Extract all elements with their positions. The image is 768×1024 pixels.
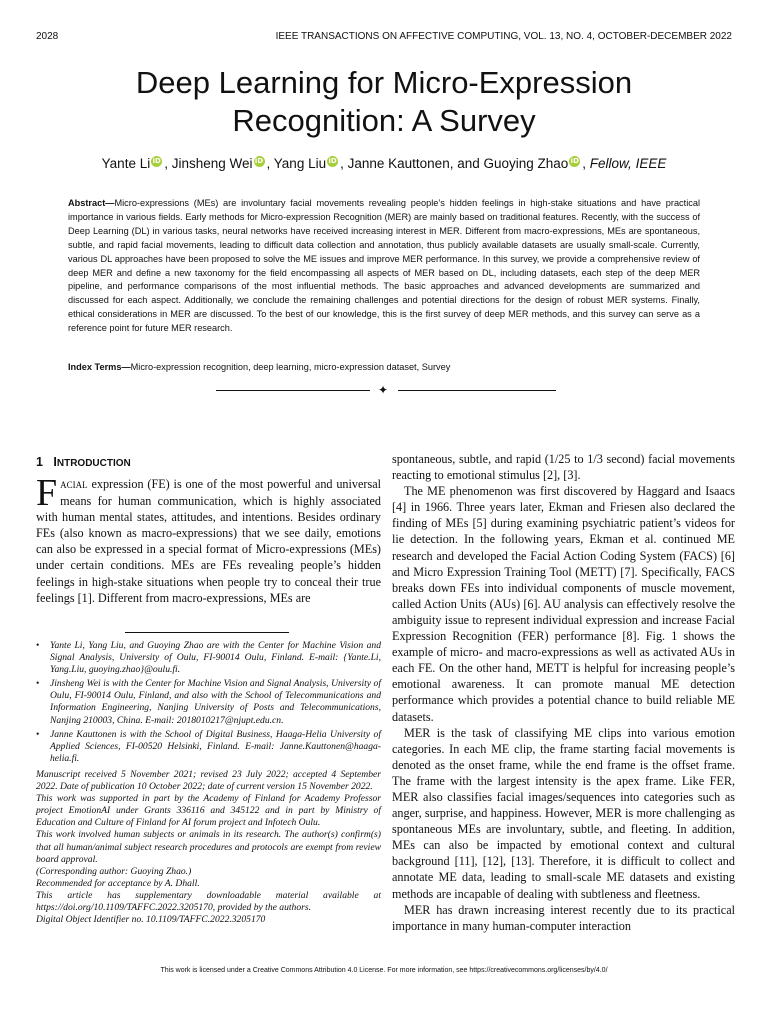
abstract: [68, 197, 700, 336]
intro-smallcaps: ACIAL: [60, 480, 88, 490]
body-paragraph: The ME phenomenon was first discovered by Haggard and Isaacs [4] in 1966. Three years later, Ekman and Friesen also declared the finding of MEs [5] during examining psychiatric patient’s videos for lie detection. In the following years, Ekman et al. continued ME research and developed the Facial Action Coding System (FACS) [6] and Micro Expression Training Tool (METT) [7]. Specifically, FACS breaks down FEs into individual components of muscle movement, called Action Units (AUs) [6]. AU analysis can effectively resolve the ambiguity issue to represent individual expression and increase Facial Expression Recognition (FER) performance [8]. Fig. 1 shows the example of micro- and macro-expressions as well as activated AUs in each FE. On the other hand, METT is helpful for increasing people’s emotional awareness. It can promote manual ME detection performance which provides a potential chance to build reliable ME datasets.: [392, 484, 735, 724]
license-footer: This work is licensed under a Creative Commons Attribution 4.0 License. For more information, see https://creativecommons.org/licenses/by/4.0/: [160, 967, 608, 974]
orcid-icon[interactable]: iD: [570, 157, 579, 165]
index-terms-label: Index Terms—: [68, 362, 131, 372]
ethics-note: This work involved human subjects or animals in its research. The author(s) confirm(s) that all human/animal subject research procedures and protocols are exempt from review board approval.: [36, 829, 381, 865]
recommended-note: Recommended for acceptance by A. Dhall.: [36, 877, 200, 889]
orcid-icon[interactable]: iD: [152, 157, 161, 165]
intro-column: [36, 472, 381, 606]
title-line-2: Recognition: A Survey: [232, 103, 536, 138]
footnotes: [36, 640, 381, 926]
doi-note[interactable]: Digital Object Identifier no. 10.1109/TAFFC.2022.3205170: [36, 914, 266, 926]
publication-notes: [36, 769, 381, 926]
orcid-icon[interactable]: iD: [328, 157, 337, 165]
journal-header: IEEE TRANSACTIONS ON AFFECTIVE COMPUTING, VOL. 13, NO. 4, OCTOBER-DECEMBER 2022: [275, 31, 732, 42]
corresponding-note: (Corresponding author: Guoying Zhao.): [36, 865, 192, 877]
body-paragraph: spontaneous, subtle, and rapid (1/25 to 1/3 second) facial movements reacting to emotional stimulus [2], [3].: [392, 452, 735, 483]
body-paragraph: MER is the task of classifying ME clips into various emotion categories. In each ME clip, the frame starting facial movements is denoted as the onset frame, while the end frame is the offset frame. The frame with the largest intensity is the apex frame. Like FER, MER also classifies facial images/sequences into categories such as anger, surprise, and happiness. However, MER is more challenging as spontaneous MEs are involuntary, subtle, and fleeting. In addition, MEs can also be impacted by emotional context and cultural background [11], [12], [13]. Therefore, it is difficult to collect and annotate ME data, leading to small-scale ME datasets and existing methods are incapable of dealing with subtleness and fleetness.: [392, 725, 735, 901]
affiliation-item: • Janne Kauttonen is with the School of Digital Business, Haaga-Helia University of Applied Sciences, FI-00520 Helsinki, Finland. E-mail: Janne.Kauttonen@haaga-helia.fi.: [36, 729, 381, 765]
right-column: [392, 451, 735, 934]
manuscript-note: Manuscript received 5 November 2021; revised 23 July 2022; accepted 4 September 2022. Date of publication 10 October 2022; date of current version 15 November 2022.: [36, 768, 381, 793]
affiliation-item: • Yante Li, Yang Liu, and Guoying Zhao are with the Center for Machine Vision and Signal Analysis, University of Oulu, FI-90014 Oulu, Finland. E-mail: {Yante.Li, Yang.Liu, guoying.zhao}@oulu.fi.: [36, 640, 381, 676]
divider-line-right: [398, 390, 556, 391]
affiliation-list: [36, 640, 381, 765]
intro-text: expression (FE) is one of the most powerful and universal means for human communication, which is highly associated with human mental states, attitudes, and intentions. Besides ordinary FEs (also known as macro-expressions) that we see daily, emotions can also be expressed in a special format of Micro-expressions (MEs) under certain conditions. MEs are FEs revealing people’s hidden feelings in high-stake situations when people try to conceal their true feelings [1]. Different from macro-expressions, MEs are: [36, 477, 381, 605]
index-terms: [68, 362, 700, 372]
author-separator: ,: [340, 156, 348, 171]
funding-note: This work was supported in part by the Academy of Finland for Academy Professor project EmotionAI under Grants 336116 and 345122 and in part by Ministry of Education and Culture of Finland for AI forum project and Infotech Oulu.: [36, 793, 381, 829]
author-list: [0, 156, 768, 171]
supplementary-note[interactable]: This article has supplementary downloadable material available at https://doi.org/10.1109/TAFFC.2022.3205170, provided by the authors.: [36, 889, 381, 913]
divider-star-icon: ✦: [378, 383, 389, 397]
author-name: Yante Li: [101, 156, 151, 171]
abstract-text: Micro-expressions (MEs) are involuntary facial movements revealing people’s hidden feelings in high-stake situations and have practical importance in various fields. Early methods for Micro-expression Recognition (MER) are mainly based on traditional features. Recently, with the success of Deep Learning (DL) in various tasks, neural networks have received increasing interest in MER. Different from macro-expressions, MEs are spontaneous, subtle, and rapid facial movements, leading to difficult data collection and annotation, thus publicly available datasets are usually small-scale. Currently, various DL approaches have been proposed to solve the ME issues and improve MER performance. In this survey, we provide a comprehensive review of deep MER and define a new taxonomy for the field encompassing all aspects of MER based on DL, including datasets, each step of the deep MER pipeline, and performance comparisons of the most influential methods. The basic approaches and advanced developments are summarized and discussed for each aspect. Additionally, we conclude the remaining challenges and potential directions for the design of robust MER systems. Finally, ethical considerations in MER are discussed. To the best of our knowledge, this is the first survey of deep MER methods, and this survey can serve as a reference point for future MER research.: [68, 198, 700, 334]
intro-paragraph: [36, 472, 381, 606]
abstract-label: Abstract—: [68, 198, 115, 208]
title-line-1: Deep Learning for Micro-Expression: [135, 65, 633, 100]
section-heading: [36, 455, 131, 469]
paper-title: [0, 64, 768, 140]
author-separator: ,: [164, 156, 172, 171]
section-title-rest: NTRODUCTION: [56, 458, 131, 469]
page-number: 2028: [36, 31, 59, 42]
author-name: Yang Liu: [273, 156, 327, 171]
author-name: Jinsheng Wei: [171, 156, 253, 171]
body-paragraph: MER has drawn increasing interest recently due to its practical importance in many human-computer interaction: [392, 902, 735, 933]
author-separator: ,: [266, 156, 274, 171]
fellow-title: Fellow, IEEE: [589, 156, 667, 171]
author-name: Janne Kauttonen, and Guoying Zhao: [347, 156, 569, 171]
drop-cap: F: [36, 472, 58, 514]
index-terms-text: Micro-expression recognition, deep learning, micro-expression dataset, Survey: [130, 362, 451, 372]
divider-line-left: [216, 390, 370, 391]
footnote-rule: [125, 632, 289, 633]
section-number: 1: [36, 455, 43, 469]
author-separator: ,: [582, 156, 590, 171]
orcid-icon[interactable]: iD: [254, 157, 264, 165]
affiliation-item: • Jinsheng Wei is with the Center for Machine Vision and Signal Analysis, University of Oulu, FI-90014 Oulu, Finland, and also with the School of Telecommunications and Information Engineering, Nanjing University of Posts and Telecommunications, Nanjing 210003, China. E-mail: 2018010217@njupt.edu.cn.: [36, 678, 381, 726]
section-title-initial: I: [53, 455, 57, 469]
